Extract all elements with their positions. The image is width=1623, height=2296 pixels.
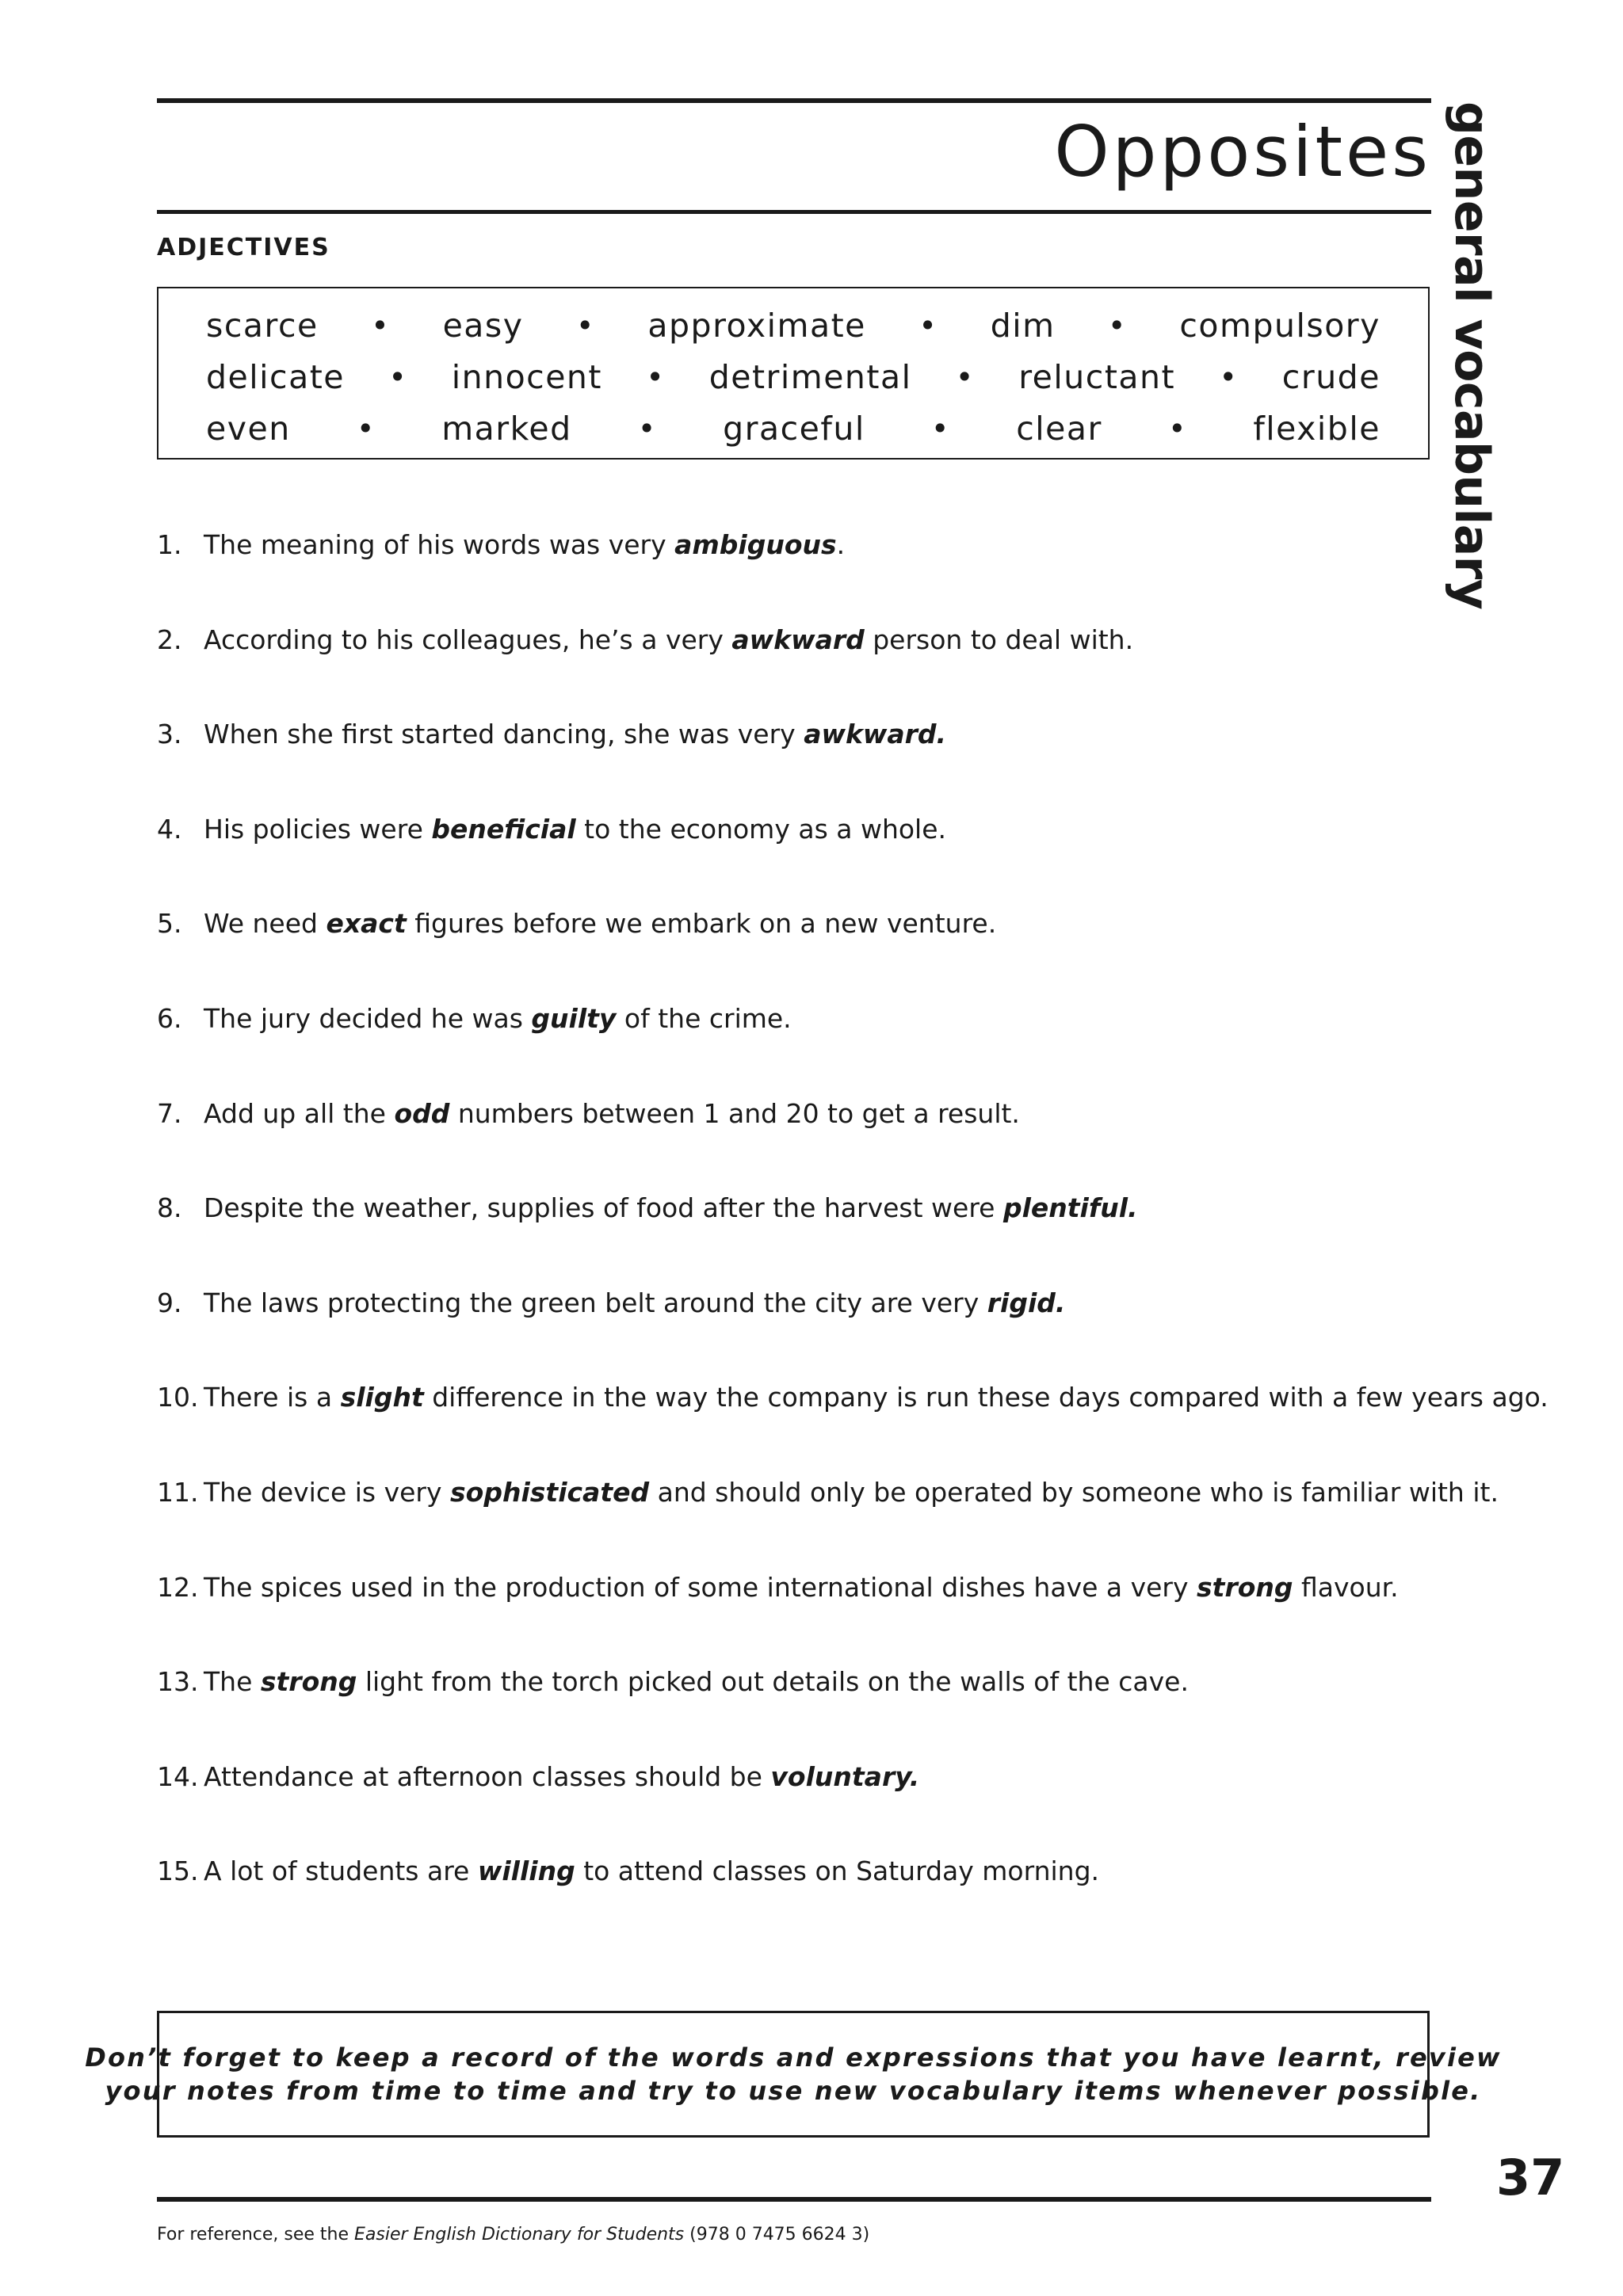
- word: graceful: [723, 410, 865, 448]
- question-text: [204, 624, 1133, 655]
- question-text: [204, 1382, 1549, 1413]
- question-number: 8.: [157, 1192, 182, 1224]
- question-text-before: We need: [204, 908, 327, 940]
- question-item: [157, 908, 1457, 1003]
- question-number: 11.: [157, 1476, 199, 1508]
- word: innocent: [451, 358, 602, 396]
- question-text-after: .: [836, 529, 846, 560]
- question-number: 3.: [157, 719, 182, 750]
- question-keyword: rigid.: [987, 1287, 1066, 1318]
- word: even: [206, 410, 291, 448]
- question-text-before: The device is very: [204, 1476, 451, 1508]
- bullet-separator: •: [955, 360, 975, 395]
- question-text-after: difference in the way the company is run these days compared with a few years ago.: [423, 1382, 1549, 1413]
- question-item: [157, 529, 1457, 624]
- title-rule: [157, 210, 1431, 214]
- reminder-line: Don’t forget to keep a record of the words and expressions that you have learnt, review: [85, 2042, 1502, 2073]
- question-item: [157, 624, 1457, 719]
- question-text-before: Add up all the: [204, 1097, 395, 1129]
- question-text: [204, 1003, 792, 1034]
- word: delicate: [206, 358, 345, 396]
- footer-reference: [157, 2225, 869, 2245]
- question-keyword: awkward.: [804, 719, 947, 750]
- question-text-after: of the crime.: [616, 1002, 792, 1034]
- word: reluctant: [1018, 358, 1176, 396]
- question-item: [157, 1761, 1457, 1856]
- question-keyword: beneficial: [431, 813, 576, 845]
- question-item: [157, 719, 1457, 814]
- question-text-before: Attendance at afternoon classes should be: [204, 1760, 771, 1792]
- question-text-after: numbers between 1 and 20 to get a result.: [449, 1097, 1020, 1129]
- word: crude: [1281, 358, 1381, 396]
- page-number: 37: [1496, 2149, 1565, 2206]
- question-text-after: light from the torch picked out details on the walls of the cave.: [357, 1666, 1189, 1698]
- question-keyword: voluntary.: [770, 1760, 920, 1792]
- word-box: [157, 287, 1430, 460]
- question-text-before: The spices used in the production of some international dishes have a very: [204, 1571, 1197, 1603]
- question-text-before: A lot of students are: [204, 1855, 478, 1887]
- word: compulsory: [1179, 307, 1381, 345]
- question-keyword: exact: [326, 908, 407, 940]
- question-text-before: Despite the weather, supplies of food after the harvest were: [204, 1192, 1003, 1224]
- question-number: 13.: [157, 1666, 199, 1698]
- question-number: 15.: [157, 1855, 199, 1887]
- question-item: [157, 1855, 1457, 1951]
- question-item: [157, 1003, 1457, 1098]
- reminder-line: your notes from time to time and try to use new vocabulary items whenever possible.: [105, 2076, 1482, 2106]
- question-list: [157, 529, 1549, 1951]
- bullet-separator: •: [637, 411, 657, 446]
- question-number: 5.: [157, 908, 182, 940]
- bullet-separator: •: [1219, 360, 1239, 395]
- question-keyword: ambiguous: [674, 529, 837, 560]
- question-text-before: The jury decided he was: [204, 1002, 532, 1034]
- question-text: [204, 1192, 1138, 1223]
- question-text-after: person to deal with.: [864, 624, 1134, 655]
- question-keyword: awkward: [731, 624, 865, 655]
- question-number: 6.: [157, 1002, 182, 1034]
- question-number: 7.: [157, 1097, 182, 1129]
- word-row: [206, 302, 1381, 349]
- bullet-separator: •: [388, 360, 408, 395]
- question-text-after: and should only be operated by someone who is familiar with it.: [649, 1476, 1499, 1508]
- question-text-before: When she first started dancing, she was very: [204, 719, 804, 750]
- question-text: [204, 1761, 919, 1792]
- question-text-after: flavour.: [1293, 1571, 1399, 1603]
- question-item: [157, 1098, 1457, 1193]
- question-text: [204, 908, 996, 939]
- question-text: [204, 1666, 1189, 1697]
- question-text-before: His policies were: [204, 813, 432, 845]
- question-number: 10.: [157, 1382, 199, 1413]
- question-item: [157, 814, 1457, 909]
- question-number: 9.: [157, 1287, 182, 1318]
- question-text-after: to attend classes on Saturday morning.: [575, 1855, 1100, 1887]
- question-text: [204, 1477, 1499, 1508]
- word: easy: [442, 307, 524, 345]
- footer-rule: [157, 2197, 1431, 2202]
- bullet-separator: •: [931, 411, 950, 446]
- question-number: 14.: [157, 1760, 199, 1792]
- bullet-separator: •: [576, 308, 595, 343]
- footer-book-title: Easier English Dictionary for Students: [354, 2225, 685, 2245]
- question-item: [157, 1287, 1457, 1383]
- word: flexible: [1253, 410, 1381, 448]
- question-item: [157, 1382, 1549, 1477]
- bullet-separator: •: [646, 360, 666, 395]
- question-text: [204, 814, 946, 845]
- question-keyword: plentiful.: [1002, 1192, 1138, 1224]
- word: approximate: [647, 307, 866, 345]
- question-text-before: There is a: [204, 1382, 341, 1413]
- question-text: [204, 1572, 1399, 1603]
- question-number: 2.: [157, 624, 182, 655]
- word: marked: [441, 410, 572, 448]
- side-label: general vocabulary: [1444, 101, 1499, 610]
- word: scarce: [206, 307, 319, 345]
- bullet-separator: •: [371, 308, 391, 343]
- question-keyword: strong: [260, 1666, 357, 1698]
- bullet-separator: •: [918, 308, 938, 343]
- question-text-after: figures before we embark on a new venture.: [406, 908, 997, 940]
- question-text: [204, 1098, 1020, 1129]
- word: dim: [990, 307, 1056, 345]
- bullet-separator: •: [1108, 308, 1127, 343]
- question-text: [204, 1855, 1099, 1886]
- question-text-after: to the economy as a whole.: [575, 813, 947, 845]
- question-keyword: strong: [1197, 1571, 1293, 1603]
- top-rule: [157, 98, 1431, 103]
- footer-prefix: For reference, see the: [157, 2225, 355, 2245]
- question-item: [157, 1476, 1499, 1572]
- word-row: [206, 405, 1381, 452]
- reminder-box: [85, 2011, 1502, 2138]
- footer-suffix: (978 0 7475 6624 3): [684, 2225, 870, 2245]
- question-text: [204, 719, 946, 749]
- question-text: [204, 529, 845, 560]
- question-number: 1.: [157, 529, 182, 560]
- question-keyword: slight: [340, 1382, 424, 1413]
- word: clear: [1016, 410, 1102, 448]
- question-keyword: willing: [477, 1855, 575, 1887]
- question-text-before: The laws protecting the green belt around the city are very: [204, 1287, 987, 1318]
- question-keyword: guilty: [531, 1002, 617, 1034]
- question-text: [204, 1287, 1065, 1318]
- question-item: [157, 1192, 1457, 1287]
- word-row: [206, 353, 1381, 401]
- question-item: [157, 1572, 1457, 1667]
- question-number: 12.: [157, 1571, 199, 1603]
- question-text-before: The meaning of his words was very: [204, 529, 675, 560]
- section-label: ADJECTIVES: [157, 234, 330, 261]
- question-keyword: sophisticated: [450, 1476, 650, 1508]
- page-title: Opposites: [1054, 111, 1431, 193]
- word: detrimental: [708, 358, 912, 396]
- question-text-before: The: [204, 1666, 261, 1698]
- bullet-separator: •: [356, 411, 376, 446]
- bullet-separator: •: [1168, 411, 1188, 446]
- question-number: 4.: [157, 813, 182, 845]
- question-item: [157, 1666, 1457, 1761]
- question-text-before: According to his colleagues, he’s a very: [204, 624, 732, 655]
- question-keyword: odd: [394, 1097, 450, 1129]
